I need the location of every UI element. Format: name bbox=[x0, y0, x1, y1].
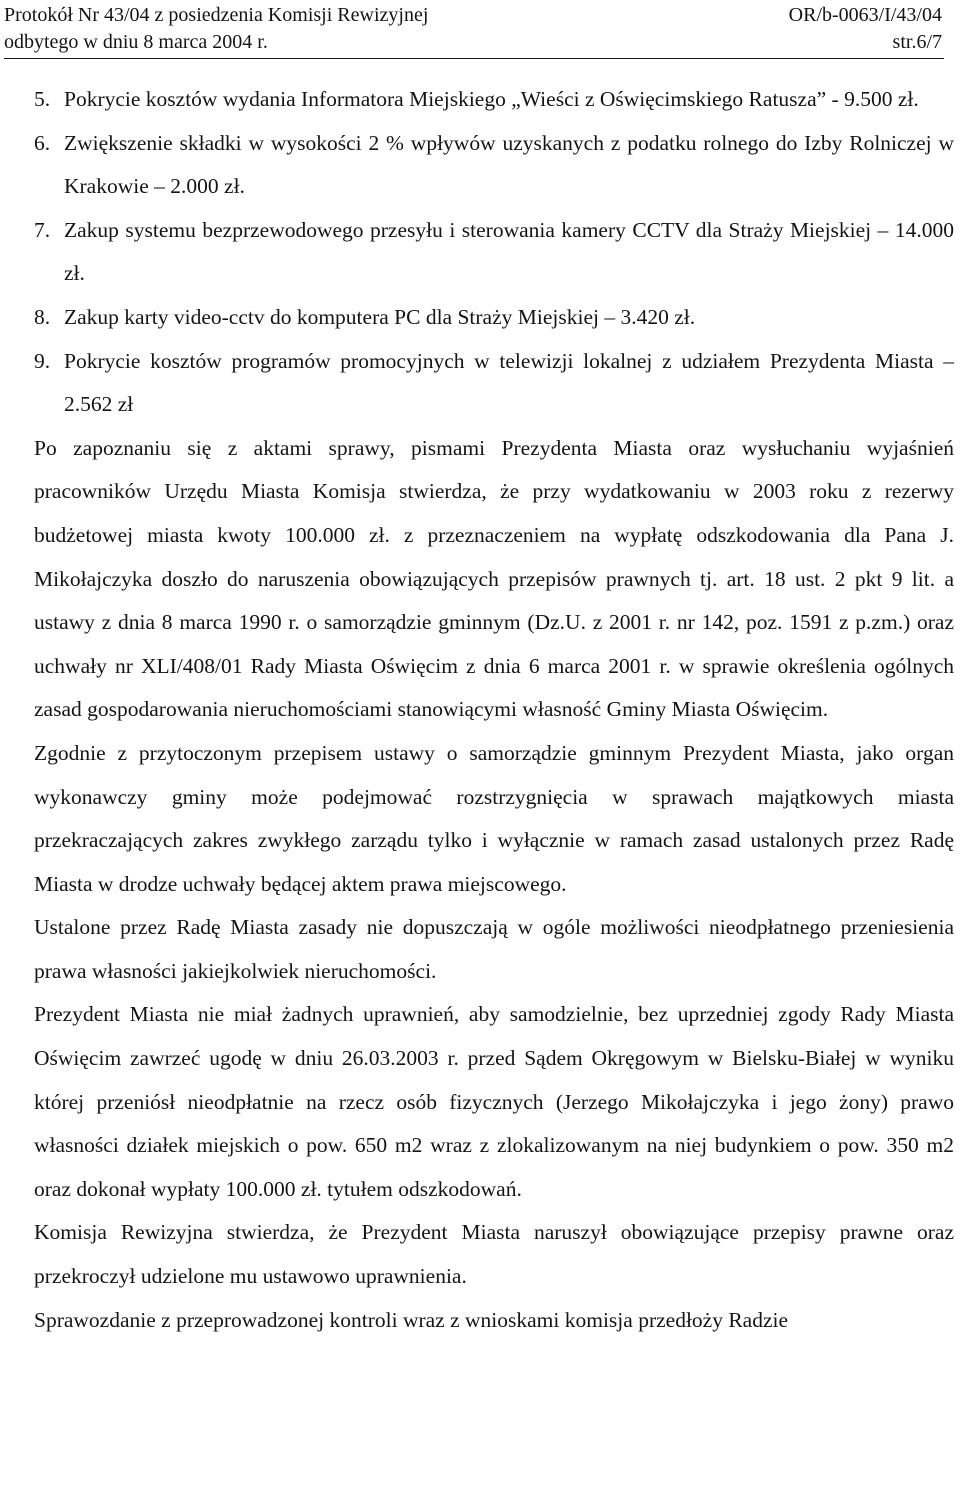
list-item-text: Pokrycie kosztów programów promocyjnych w telewizji lokalnej z udziałem Prezydenta Miasta – 2.562 zł bbox=[64, 348, 954, 417]
header-title-line1: Protokół Nr 43/04 z posiedzenia Komisji Rewizyjnej bbox=[4, 4, 429, 26]
list-item-number: 9. bbox=[34, 348, 51, 373]
list-item bbox=[34, 209, 954, 296]
paragraph-settlement: Prezydent Miasta nie miał żadnych uprawnień, aby samodzielnie, bez uprzedniej zgody Rady Miasta Oświęcim zawrzeć ugodę w dniu 26.03.2003 r. przed Sądem Okręgowym w Bielsku-Białej w wyniku której przeniósł nieodpłatnie na rzecz osób fizycznych (Jerzego Mikołajczyka i jego żony) prawo własności działek miejskich o pow. 650 m2 wraz z zlokalizowanym na niej budynkiem o pow. 350 m2 oraz dokonał wypłaty 100.000 zł. tytułem odszkodowań. bbox=[34, 1002, 954, 1201]
page-header bbox=[4, 2, 942, 56]
header-divider bbox=[4, 58, 944, 59]
list-item-text: Zwiększenie składki w wysokości 2 % wpływów uzyskanych z podatku rolnego do Izby Rolniczej w Krakowie – 2.000 zł. bbox=[64, 130, 954, 199]
paragraph-legal-basis: Zgodnie z przytoczonym przepisem ustawy o samorządzie gminnym Prezydent Miasta, jako organ wykonawczy gminy może podejmować rozstrzygnięcia w sprawach majątkowych miasta przekraczających zakres zwykłego zarządu tylko i wyłącznie w ramach zasad ustalonych przez Radę Miasta w drodze uchwały będącej aktem prawa miejscowego. bbox=[34, 740, 954, 896]
list-item-number: 7. bbox=[34, 217, 51, 242]
document-body bbox=[34, 78, 954, 1342]
header-reference: OR/b-0063/I/43/04 bbox=[788, 4, 942, 26]
list-item bbox=[34, 296, 954, 340]
paragraph-report: Sprawozdanie z przeprowadzonej kontroli wraz z wnioskami komisja przedłoży Radzie bbox=[34, 1307, 789, 1332]
paragraph-conclusion: Komisja Rewizyjna stwierdza, że Prezydent Miasta naruszył obowiązujące przepisy prawne oraz przekroczył udzielone mu ustawowo uprawnienia. bbox=[34, 1220, 954, 1289]
list-item bbox=[34, 340, 954, 427]
list-item-number: 5. bbox=[34, 87, 51, 111]
header-title-line2: odbytego w dniu 8 marca 2004 r. bbox=[4, 31, 268, 53]
paragraph-council-rules: Ustalone przez Radę Miasta zasady nie dopuszczają w ogóle możliwości nieodpłatnego przeniesienia prawa własności jakiejkolwiek nieruchomości. bbox=[34, 915, 954, 983]
list-item-text: Zakup karty video-cctv do komputera PC dla Straży Miejskiej – 3.420 zł. bbox=[64, 304, 696, 329]
list-item-text: Pokrycie kosztów wydania Informatora Miejskiego „Wieści z Oświęcimskiego Ratusza” - 9.500 zł. bbox=[64, 87, 919, 111]
list-item-number: 6. bbox=[34, 130, 51, 155]
list-item-number: 8. bbox=[34, 304, 51, 329]
list-item bbox=[34, 122, 954, 209]
header-page-number: str.6/7 bbox=[892, 31, 942, 53]
list-item bbox=[34, 78, 954, 122]
paragraph-findings: Po zapoznaniu się z aktami sprawy, pismami Prezydenta Miasta oraz wysłuchaniu wyjaśnień pracowników Urzędu Miasta Komisja stwierdza, że przy wydatkowaniu w 2003 roku z rezerwy budżetowej miasta kwoty 100.000 zł. z przeznaczeniem na wypłatę odszkodowania dla Pana J. Mikołajczyka doszło do naruszenia obowiązujących przepisów prawnych tj. art. 18 ust. 2 pkt 9 lit. a ustawy z dnia 8 marca 1990 r. o samorządzie gminnym (Dz.U. z 2001 r. nr 142, poz. 1591 z p.zm.) oraz uchwały nr XLI/408/01 Rady Miasta Oświęcim z dnia 6 marca 2001 r. w sprawie określenia ogólnych zasad gospodarowania nieruchomościami stanowiącymi własność Gminy Miasta Oświęcim. bbox=[34, 435, 954, 722]
list-item-text: Zakup systemu bezprzewodowego przesyłu i sterowania kamery CCTV dla Straży Miejskiej – 14.000 zł. bbox=[64, 217, 954, 286]
